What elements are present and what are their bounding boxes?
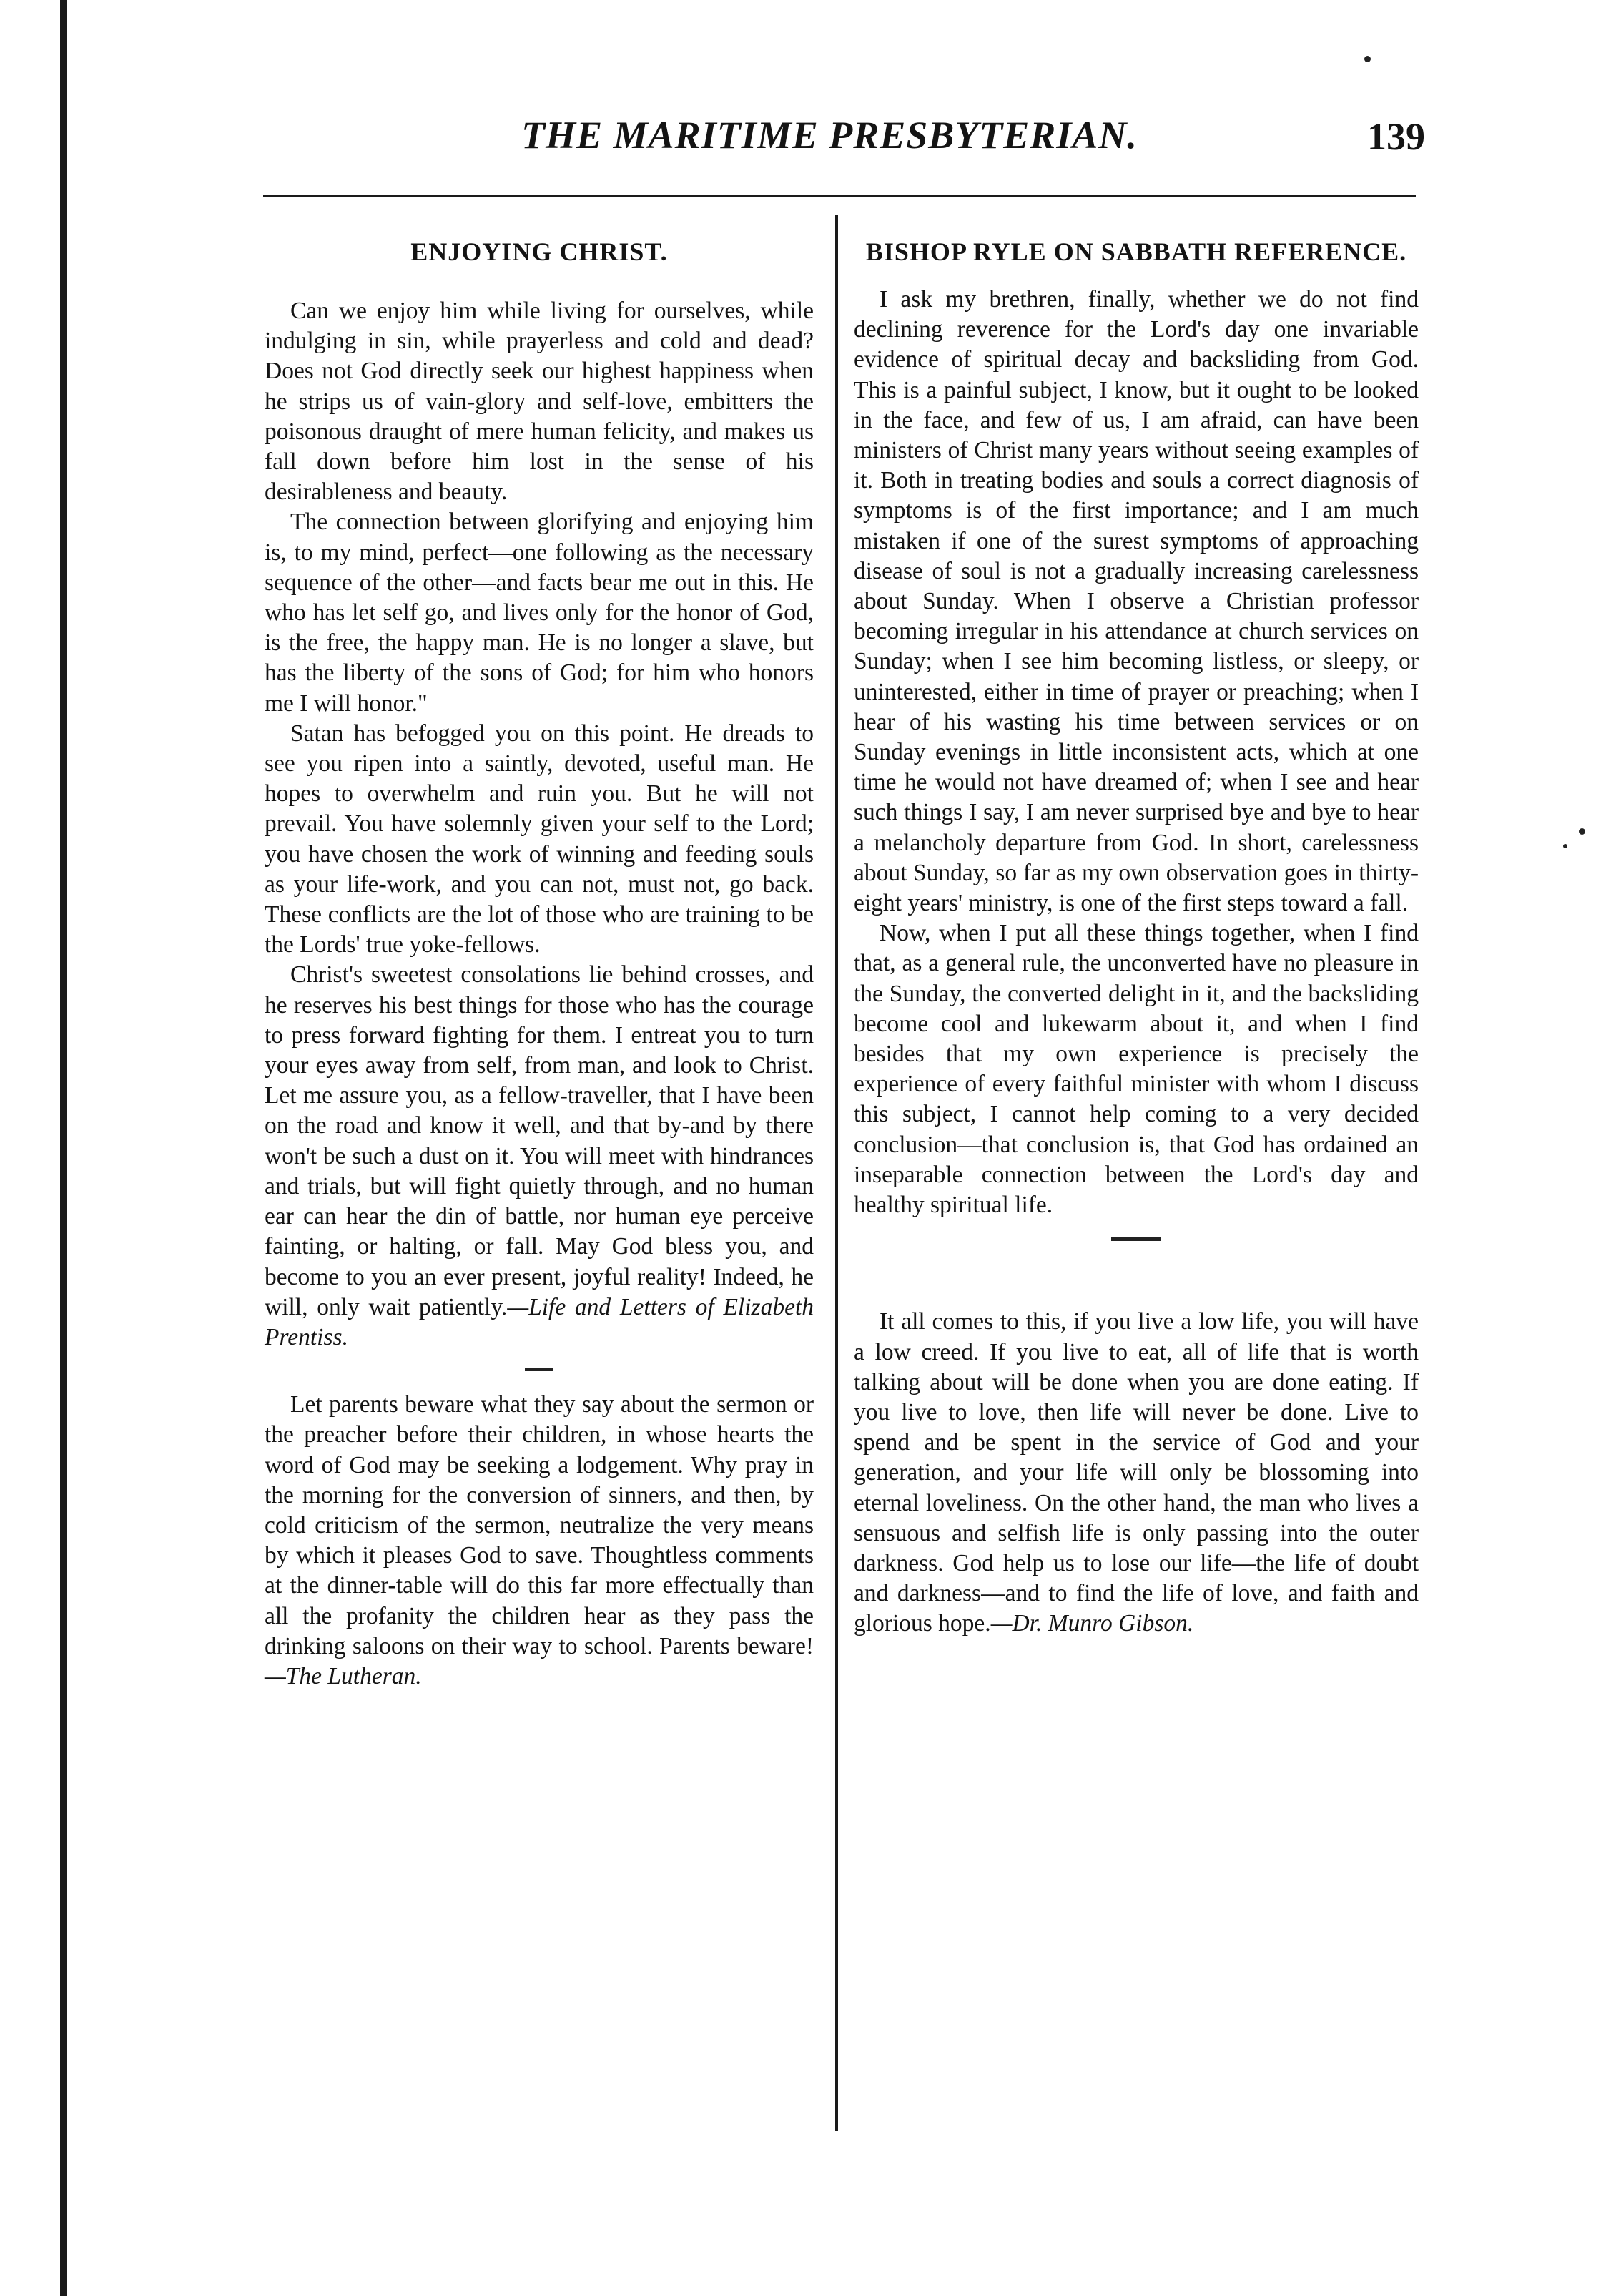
paragraph: Satan has befogged you on this point. He dreads to see you ripen into a saintly, devoted, useful man. He hopes to overwhelm and ruin you. But he will not prevail. You have solemnly given your self to the Lord; you have chosen the work of winning and feeding souls as your life-work, and you can not, must not, go back. These conflicts are the lot of those who are training to be the Lords' true yoke-fellows.	[265, 720, 814, 958]
page-number: 139	[1367, 115, 1425, 158]
paragraph: I ask my brethren, finally, whether we do not find declining reverence for the Lord's day one invariable evidence of spiritual decay and backsliding from God. This is a painful subject, I know, but it ought to be looked in the face, and few of us, I am afraid, can have been ministers of Christ many years without seeing examples of it. Both in treating bodies and souls a correct diagnosis of symptoms is of the first importance; and I am much mistaken if one of the surest symptoms of approaching disease of soul is not a gradually increasing carelessness about Sunday. When I observe a Christian professor becoming irregular in his attendance at church services on Sunday; when I see him becoming listless, or sleepy, or uninterested, either in time of prayer or preaching; when I hear of his wasting his time between services or on Sunday evenings in little inconsistent acts, which at one time he would not have dreamed of; when I see and hear such things I say, I am never surprised bye and bye to hear a melancholy departure from God. In short, carelessness about Sunday, so far as my own observation goes in thirty-eight years' ministry, is one of the first steps toward a fall.	[854, 286, 1419, 917]
paragraph	[265, 1390, 814, 1692]
column-divider	[835, 215, 838, 2131]
paragraph	[265, 960, 814, 1353]
paragraph: Now, when I put all these things together, when I find that, as a general rule, the unconverted have no pleasure in the Sunday, the converted delight in it, and the backsliding become cool and lukewarm about it, and when I find besides that my own experience is precisely the experience of every faithful minister with whom I discuss this subject, I cannot help coming to a very decided conclusion—that conclusion is, that God has ordained an inseparable connection between the Lord's day and healthy spiritual life.	[854, 920, 1419, 1219]
paragraph-text: Let parents beware what they say about the sermon or the preacher before their children, in whose hearts the word of God may be seeking a lodgement. Why pray in the morning for the conversion of sinners, and then, by cold criticism of the sermon, neutralize the very means by which it pleases God to save. Thoughtless comments at the dinner-table will do this far more effectually than all the profanity the children hear as they pass the drinking saloons on their way to school. Parents beware!	[265, 1391, 814, 1659]
page-edge-shadow	[60, 0, 67, 2296]
masthead-title: THE MARITIME PRESBYTERIAN.	[521, 114, 1138, 157]
ink-speck	[1563, 844, 1567, 848]
article-credit: —Life and Letters of Elizabeth Prentiss.	[265, 1293, 814, 1350]
spacer	[854, 1241, 1419, 1307]
article-credit: —Dr. Munro Gibson.	[990, 1610, 1194, 1637]
article-credit: —The Lutheran.	[265, 1662, 422, 1689]
paragraph: The connection between glorifying and enjoying him is, to my mind, perfect—one following as the necessary sequence of the other—and facts bear me out in this. He who has let self go, and lives only for the honor of God, is the free, the happy man. He is no longer a slave, but has the liberty of the sons of God; for him who honors me I will honor."	[265, 509, 814, 717]
left-column	[265, 215, 814, 1692]
header-rule	[263, 195, 1416, 197]
ink-speck	[1579, 828, 1585, 835]
paragraph-text: It all comes to this, if you live a low life, you will have a low creed. If you live to eat, all of life that is worth talking about will be done when you are done eating. If you live to love, then life will never be done. Live to spend and be spent in the service of God and your generation, and your life will only be blossoming into eternal loveliness. On the other hand, the man who lives a sensuous and selfish life is only passing into the outer darkness. God help us to lose our life—the life of doubt and darkness—and to find the life of love, and faith and glorious hope.	[854, 1308, 1419, 1637]
separator-rule	[525, 1368, 553, 1371]
paragraph: Can we enjoy him while living for ourselves, while indulging in sin, while prayerless and cold and dead? Does not God directly seek our highest happiness when he strips us of vain-glory and self-love, embitters the poisonous draught of mere human felicity, and makes us fall down before him lost in the sense of his desirableness and beauty.	[265, 298, 814, 506]
paragraph	[854, 1307, 1419, 1639]
paragraph-text: Christ's sweetest consolations lie behind crosses, and he reserves his best things for those who has the courage to press forward fighting for them. I entreat you to turn your eyes away from self, from man, and look to Christ. Let me assure you, as a fellow-traveller, that I have been on the road and know it well, and that by-and by there won't be such a dust on it. You will meet with hindrances and trials, but will fight quietly through, and no human ear can hear the din of battle, nor human eye perceive fainting, or halting, or fall. May God bless you, and become to you an ever present, joyful reality! Indeed, he will, only wait patiently.	[265, 961, 814, 1320]
article-heading: ENJOYING CHRIST.	[410, 237, 668, 266]
article-heading: BISHOP RYLE ON SABBATH REFERENCE.	[865, 237, 1407, 266]
ink-speck	[1364, 56, 1371, 62]
right-column	[854, 215, 1419, 1639]
